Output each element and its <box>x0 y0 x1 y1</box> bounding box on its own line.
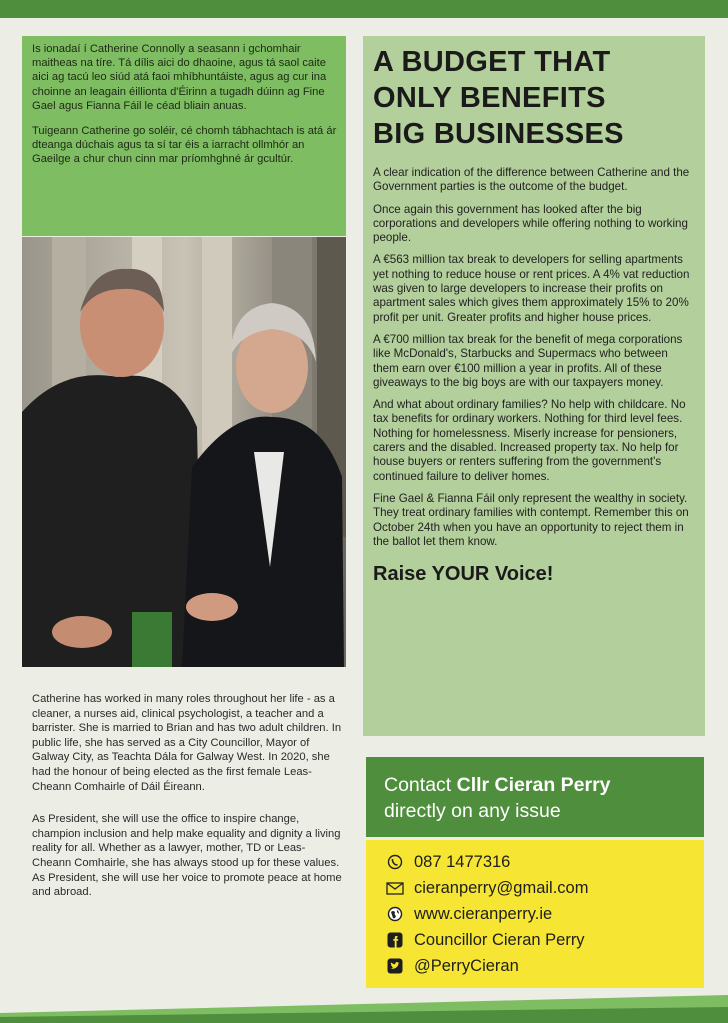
contact-prefix: Contact <box>384 774 457 796</box>
contact-details <box>366 840 704 988</box>
email-icon <box>384 879 406 897</box>
contact-email[interactable] <box>384 875 686 901</box>
article-paragraph: A clear indication of the difference between Catherine and the Government parties is the outcome of the budget. <box>373 166 690 194</box>
contact-phone[interactable] <box>384 849 686 875</box>
irish-paragraph-1: Is ionadaí í Catherine Connolly a seasann i gchomhair maitheas na tíre. Tá dílis aici do dhaoine, agus tá saol caite aici ag tacú leo siúd atá faoi mhíbhuntáiste, agus ag cur ina choinne an leagain éillionta d'Éirinn a tugadh dúinn ag Fine Gael agus Fianna Fáil le céad bliain anuas. <box>32 43 327 112</box>
candidate-bio <box>22 692 344 918</box>
phone-icon <box>384 853 406 871</box>
contact-twitter[interactable] <box>384 953 686 979</box>
contact-header <box>366 757 704 837</box>
irish-paragraph-2: Tuigeann Catherine go soléir, cé chomh tábhachtach is atá ár dteanga dúchais agus ta sí tar éis a iarracht ollmhór an Gaeilge a chur chun cinn mar príomhghné ár gcultúr. <box>32 125 337 166</box>
candidate-photo <box>22 237 346 667</box>
headline-line-1: A BUDGET THAT <box>373 46 611 78</box>
article-paragraph: Fine Gael & Fianna Fáil only represent the wealthy in society. They treat ordinary families with contempt. Remember this on October 24th when you have an opportunity to reject them in the ballot let them know. <box>373 491 689 548</box>
bio-paragraph-1: Catherine has worked in many roles throughout her life - as a cleaner, a nurses aid, clinical psychologist, a teacher and a barrister. She is married to Brian and has two adult children. In public life, she has served as a City Councillor, Mayor of Galway City, as Teachta Dála for Galway West. In 2020, she had the honour of being elected as the first female Leas-Cheann Comhairle of Dáil Éireann. <box>32 693 342 793</box>
contact-website-text: www.cieranperry.ie <box>414 904 553 923</box>
twitter-icon <box>384 957 406 975</box>
article-paragraph: A €700 million tax break for the benefit of mega corporations like McDonald's, Starbucks and Supermacs who between them earn over €100 million a year in profits. All of these giveaways to the big boys are with our taxpayers money. <box>373 332 683 389</box>
headline-line-3: BIG BUSINESSES <box>373 118 624 150</box>
contact-website[interactable] <box>384 901 686 927</box>
article-headline <box>373 44 695 152</box>
contact-phone-text: 087 1477316 <box>414 852 511 871</box>
contact-facebook[interactable] <box>384 927 686 953</box>
contact-facebook-text: Councillor Cieran Perry <box>414 930 585 949</box>
article-paragraph: And what about ordinary families? No help with childcare. No tax benefits for ordinary workers. Nothing for third level fees. Nothing for homelessness. Miserly increase for pensioners, carers and the disabled. Increased property tax. No help for house buyers or renters suffering from the government's continued failure to deliver homes. <box>373 398 686 483</box>
article-paragraph: A €563 million tax break to developers for selling apartments yet nothing to reduce house or rent prices. A 4% vat reduction was given to large developers to increase their profits on apartment sales which gives them approximately 15% to 20% profit per unit. Greater profits and higher house prices. <box>373 253 690 324</box>
raise-your-voice-cta: Raise YOUR Voice! <box>373 563 554 586</box>
contact-email-text: cieranperry@gmail.com <box>414 878 589 897</box>
contact-suffix: directly on any issue <box>384 800 561 822</box>
headline-line-2: ONLY BENEFITS <box>373 82 606 114</box>
contact-twitter-text: @PerryCieran <box>414 956 519 975</box>
facebook-icon <box>384 931 406 949</box>
bottom-green-band <box>0 987 728 1023</box>
article-paragraph: Once again this government has looked after the big corporations and developers while offering nothing to working people. <box>373 202 688 245</box>
contact-name: Cllr Cieran Perry <box>456 774 611 796</box>
bio-paragraph-2: As President, she will use the office to inspire change, champion inclusion and help make equality and dignity a living reality for all. Whether as a lawyer, mother, TD or Leas-Cheann Comhairle, she has always stood up for these values. As President, she will use her voice to promote peace at home and abroad. <box>32 813 342 899</box>
globe-icon <box>384 905 406 923</box>
budget-article <box>363 36 705 736</box>
irish-language-box <box>22 36 346 236</box>
top-green-bar <box>0 0 728 18</box>
